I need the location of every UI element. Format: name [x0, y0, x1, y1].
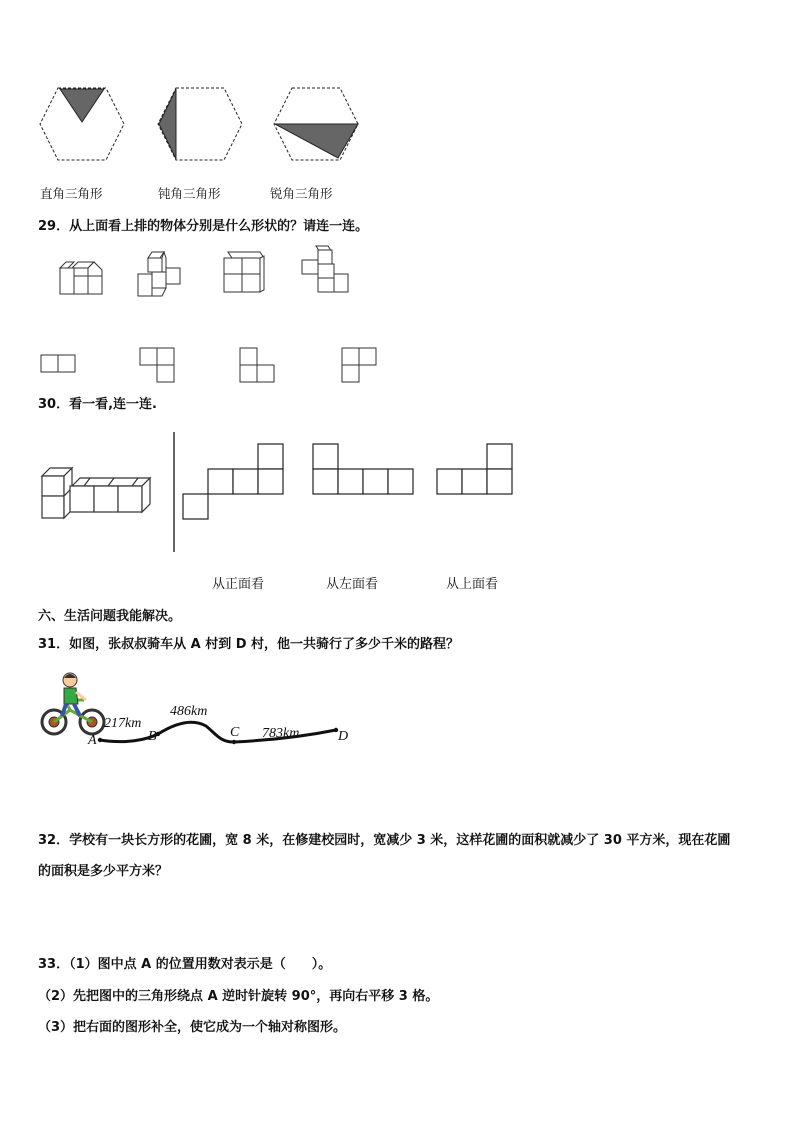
hex-label-right: 直角三角形 — [40, 186, 103, 201]
view-shape-2 — [312, 443, 416, 497]
question-29: 29．从上面看上排的物体分别是什么形状的？请连一连。 — [38, 219, 369, 234]
point-b-label: B — [148, 729, 157, 744]
label-top-view: 从上面看 — [446, 577, 499, 592]
top-view-shape-1 — [40, 354, 76, 374]
label-left-view: 从左面看 — [326, 577, 379, 592]
question-31: 31．如图，张叔叔骑车从 A 村到 D 村，他一共骑行了多少千米的路程？ — [38, 637, 460, 652]
label-front-view: 从正面看 — [212, 577, 265, 592]
cube-stack-3 — [220, 250, 270, 296]
question-32-line-2: 的面积是多少平方米？ — [38, 864, 169, 879]
question-32-line-1: 32．学校有一块长方形的花圃，宽 8 米，在修建校园时，宽减少 3 米，这样花圃的面积就减少了 30 平方米，现在花圃 — [38, 833, 731, 848]
point-a-label: A — [88, 733, 97, 748]
question-33-line-2: （2）先把图中的三角形绕点 A 逆时针旋转 90°，再向右平移 3 格。 — [38, 989, 439, 1004]
cube-stack-4 — [298, 244, 354, 296]
point-c-label: C — [230, 725, 240, 740]
hex-label-acute: 锐角三角形 — [270, 186, 333, 201]
hexagon-obtuse-triangle-figure — [156, 86, 246, 164]
distance-bc: 486km — [170, 704, 208, 719]
top-view-shape-2 — [138, 346, 178, 382]
cube-stack-2 — [136, 248, 186, 300]
section-6-title: 六、生活问题我能解决。 — [38, 609, 182, 624]
question-33-line-3: （3）把右面的图形补全，使它成为一个轴对称图形。 — [38, 1020, 347, 1035]
top-view-shape-3 — [238, 346, 278, 382]
distance-cd: 783km — [262, 726, 300, 741]
top-view-shape-4 — [340, 346, 380, 382]
cube-stack-1 — [56, 258, 106, 298]
point-d-label: D — [338, 729, 349, 744]
hex-label-obtuse: 钝角三角形 — [158, 186, 221, 201]
divider-line — [172, 432, 176, 552]
hexagon-right-triangle-figure — [38, 86, 128, 164]
question-30: 30．看一看,连一连. — [38, 397, 157, 412]
view-shape-3 — [436, 443, 516, 497]
view-shape-1 — [182, 443, 286, 521]
distance-ab: 217km — [104, 716, 142, 731]
question-33-line-1: 33．（1）图中点 A 的位置用数对表示是（ ）。 — [38, 957, 332, 972]
hexagon-acute-triangle-figure — [272, 86, 362, 164]
cube-row-figure — [40, 464, 156, 522]
